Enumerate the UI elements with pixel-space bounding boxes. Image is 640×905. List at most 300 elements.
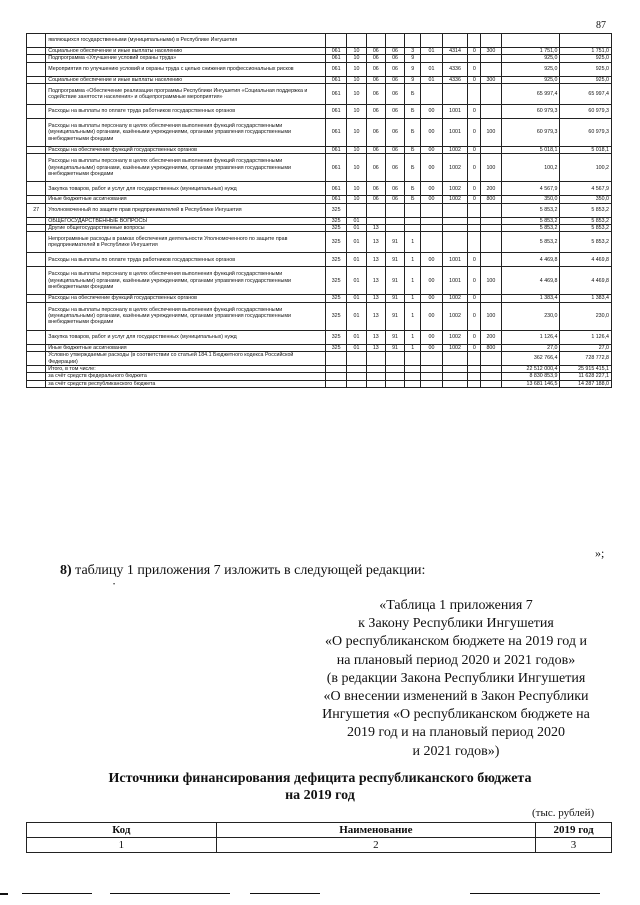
section-title (40, 770, 600, 804)
expense-type-code (481, 225, 501, 232)
subsection-code (366, 217, 385, 224)
program-code: 06 (385, 55, 404, 62)
program-code: 06 (385, 196, 404, 203)
section-code (347, 352, 366, 366)
footer-rule (250, 893, 320, 894)
budget-row (27, 147, 612, 154)
numbering-cell: 2 (216, 838, 535, 853)
budget-row (27, 62, 612, 76)
direction-code: 1002 (442, 302, 468, 330)
subprogram-code: 1 (405, 267, 421, 295)
footer-rule (470, 893, 600, 894)
event-code: 00 (421, 267, 442, 295)
amount-2020: 230,0 (501, 302, 560, 330)
section-code: 10 (347, 182, 366, 196)
page-edge-mark (0, 893, 8, 895)
expense-type-code: 100 (481, 119, 501, 147)
row-number (27, 232, 46, 253)
section-code: 01 (347, 295, 366, 302)
amount-2020: 4 567,9 (501, 182, 560, 196)
subsection-code (366, 380, 385, 387)
direction-code (442, 352, 468, 366)
program-code (385, 34, 404, 48)
reference-line: «О внесении изменений в Закон Республики (323, 689, 589, 705)
expense-name: Итого, в том числе: (46, 366, 326, 373)
program-code: 91 (385, 330, 404, 344)
budget-row (27, 182, 612, 196)
ministry-code: 061 (325, 84, 346, 105)
header-year: 2019 год (536, 823, 612, 838)
expense-type-code: 200 (481, 330, 501, 344)
direction-sub-code: 0 (468, 267, 481, 295)
budget-row (27, 48, 612, 55)
direction-sub-code: 0 (468, 253, 481, 267)
expense-name: Социальное обеспечение и иные выплаты населению (46, 48, 326, 55)
subsection-code: 13 (366, 344, 385, 351)
row-number (27, 147, 46, 154)
subsection-code: 06 (366, 84, 385, 105)
direction-sub-code (468, 225, 481, 232)
subprogram-code: 9 (405, 55, 421, 62)
direction-code (442, 84, 468, 105)
direction-code (442, 232, 468, 253)
ministry-code: 061 (325, 119, 346, 147)
subsection-code: 06 (366, 147, 385, 154)
program-code: 06 (385, 76, 404, 83)
budget-row (27, 267, 612, 295)
section-code (347, 203, 366, 217)
budget-row (27, 105, 612, 119)
direction-code: 1002 (442, 196, 468, 203)
expense-type-code (481, 217, 501, 224)
direction-code (442, 217, 468, 224)
expense-name: Расходы на выплаты персоналу в целях обеспечения выполнения функций государственными (муниципальными) органами, казёнными учреждениями, органами управления государственными внебюджетными фондами (46, 119, 326, 147)
direction-code (442, 34, 468, 48)
subsection-code: 13 (366, 225, 385, 232)
budget-row (27, 330, 612, 344)
row-number (27, 302, 46, 330)
amount-2021: 27,0 (560, 344, 612, 351)
reference-line: к Закону Республики Ингушетия (358, 616, 554, 632)
section-code: 01 (347, 330, 366, 344)
event-code: 00 (421, 196, 442, 203)
direction-sub-code (468, 84, 481, 105)
amount-2021: 11 628 227,1 (560, 373, 612, 380)
row-number (27, 352, 46, 366)
amount-2021: 1 751,0 (560, 48, 612, 55)
reference-line: 2019 год и на плановый период 2020 (347, 725, 565, 741)
amount-2021: 60 979,3 (560, 105, 612, 119)
expense-name: Расходы на выплаты персоналу в целях обеспечения выполнения функций государственными (муниципальными) органами, казёнными учреждениями, органами управления государственными внебюджетными фондами (46, 154, 326, 182)
amount-2021: 5 853,2 (560, 225, 612, 232)
program-code (385, 366, 404, 373)
row-number (27, 182, 46, 196)
event-code: 00 (421, 154, 442, 182)
budget-row (27, 366, 612, 373)
expense-type-code: 100 (481, 154, 501, 182)
ministry-code: 061 (325, 105, 346, 119)
subsection-code: 06 (366, 154, 385, 182)
section-code: 01 (347, 302, 366, 330)
subprogram-code: 1 (405, 253, 421, 267)
event-code (421, 34, 442, 48)
direction-sub-code: 0 (468, 147, 481, 154)
subsection-code: 06 (366, 105, 385, 119)
header-name: Наименование (216, 823, 535, 838)
numbering-cell: 3 (536, 838, 612, 853)
ministry-code: 325 (325, 232, 346, 253)
amount-2020: 925,0 (501, 55, 560, 62)
expense-type-code: 100 (481, 267, 501, 295)
expense-type-code: 800 (481, 344, 501, 351)
ministry-code: 061 (325, 76, 346, 83)
amount-2020: 1 126,4 (501, 330, 560, 344)
subprogram-code: Б (405, 84, 421, 105)
direction-code: 1002 (442, 344, 468, 351)
expense-name: Уполномоченный по защите прав предпринимателей в Республике Ингушетия (46, 203, 326, 217)
amount-2021: 1 126,4 (560, 330, 612, 344)
subsection-code: 06 (366, 119, 385, 147)
expense-name: Подпрограмма «Улучшение условий охраны труда» (46, 55, 326, 62)
direction-code (442, 55, 468, 62)
expense-name: Непрограммные расходы в рамках обеспечения деятельности Уполномоченного по защите прав предпринимателей в Республике Ингушетия (46, 232, 326, 253)
section-code: 10 (347, 105, 366, 119)
reference-line: (в редакции Закона Республики Ингушетия (326, 670, 586, 686)
amount-2021: 925,0 (560, 76, 612, 83)
row-number (27, 84, 46, 105)
amount-2020: 100,2 (501, 154, 560, 182)
row-number (27, 295, 46, 302)
amount-2021 (560, 34, 612, 48)
direction-code: 4314 (442, 48, 468, 55)
ministry-code: 061 (325, 182, 346, 196)
event-code: 00 (421, 330, 442, 344)
direction-code: 1002 (442, 330, 468, 344)
expense-name: Иные бюджетные ассигнования (46, 344, 326, 351)
budget-row (27, 154, 612, 182)
amount-2020: 925,0 (501, 62, 560, 76)
subsection-code: 13 (366, 302, 385, 330)
subprogram-code: Б (405, 119, 421, 147)
section-code: 01 (347, 225, 366, 232)
reference-line: и 2021 годов») (412, 743, 500, 759)
section-code: 10 (347, 154, 366, 182)
ministry-code: 325 (325, 330, 346, 344)
budget-row (27, 302, 612, 330)
subsection-code: 13 (366, 232, 385, 253)
subprogram-code: Б (405, 147, 421, 154)
direction-sub-code: 0 (468, 344, 481, 351)
program-code: 91 (385, 267, 404, 295)
row-number (27, 154, 46, 182)
event-code: 01 (421, 62, 442, 76)
subprogram-code: 3 (405, 48, 421, 55)
amount-2021: 350,0 (560, 196, 612, 203)
direction-sub-code (468, 352, 481, 366)
expense-name: Мероприятия по улучшению условий и охраны труда с целью снижения профессиональных рисков (46, 62, 326, 76)
event-code (421, 232, 442, 253)
amount-2021: 60 979,3 (560, 119, 612, 147)
section-code: 10 (347, 84, 366, 105)
expense-type-code (481, 366, 501, 373)
amount-2021: 1 383,4 (560, 295, 612, 302)
expense-name: за счёт средств федерального бюджета (46, 373, 326, 380)
budget-row (27, 232, 612, 253)
direction-sub-code (468, 203, 481, 217)
expense-type-code (481, 380, 501, 387)
subprogram-code (405, 352, 421, 366)
event-code: 00 (421, 253, 442, 267)
expense-name: Другие общегосударственные вопросы (46, 225, 326, 232)
row-number (27, 366, 46, 373)
budget-row (27, 34, 612, 48)
subprogram-code: Б (405, 154, 421, 182)
subprogram-code (405, 225, 421, 232)
direction-sub-code: 0 (468, 119, 481, 147)
direction-code: 1001 (442, 253, 468, 267)
subprogram-code: 1 (405, 344, 421, 351)
event-code (421, 380, 442, 387)
expense-type-code (481, 232, 501, 253)
direction-sub-code: 0 (468, 62, 481, 76)
amount-2020: 4 469,8 (501, 253, 560, 267)
page-number: 87 (596, 20, 606, 31)
budget-row (27, 253, 612, 267)
event-code: 01 (421, 48, 442, 55)
expense-name: Социальное обеспечение и иные выплаты населению (46, 76, 326, 83)
direction-sub-code: 0 (468, 330, 481, 344)
ministry-code: 325 (325, 267, 346, 295)
budget-row (27, 295, 612, 302)
row-number (27, 330, 46, 344)
subprogram-code: 9 (405, 62, 421, 76)
section-code (347, 366, 366, 373)
direction-sub-code: 0 (468, 76, 481, 83)
expense-name: Условно утверждаемые расходы (в соответствии со статьей 184.1 Бюджетного кодекса Российской Федерации) (46, 352, 326, 366)
row-number (27, 119, 46, 147)
budget-row (27, 55, 612, 62)
amount-2020: 4 469,8 (501, 267, 560, 295)
budget-row (27, 203, 612, 217)
expense-name: ОБЩЕГОСУДАРСТВЕННЫЕ ВОПРОСЫ (46, 217, 326, 224)
subsection-code: 13 (366, 253, 385, 267)
reference-line: «О республиканском бюджете на 2019 год и (325, 634, 587, 650)
direction-sub-code: 0 (468, 196, 481, 203)
amount-2020: 8 830 853,9 (501, 373, 560, 380)
subprogram-code: Б (405, 182, 421, 196)
ministry-code: 061 (325, 48, 346, 55)
ministry-code: 325 (325, 302, 346, 330)
section-code: 01 (347, 267, 366, 295)
expense-type-code (481, 55, 501, 62)
direction-sub-code (468, 217, 481, 224)
event-code (421, 84, 442, 105)
ministry-code: 325 (325, 344, 346, 351)
section-code (347, 373, 366, 380)
expense-type-code (481, 253, 501, 267)
direction-sub-code (468, 34, 481, 48)
expense-type-code (481, 84, 501, 105)
closing-quote: »; (595, 546, 605, 560)
subsection-code: 13 (366, 295, 385, 302)
subsection-code: 06 (366, 182, 385, 196)
program-code: 06 (385, 119, 404, 147)
direction-code: 1001 (442, 105, 468, 119)
budget-row (27, 373, 612, 380)
expense-name: Расходы на обеспечение функций государственных органов (46, 147, 326, 154)
amount-2020: 13 681 146,5 (501, 380, 560, 387)
amount-2020: 22 512 000,4 (501, 366, 560, 373)
event-code: 00 (421, 295, 442, 302)
subprogram-code: Б (405, 196, 421, 203)
direction-sub-code: 0 (468, 182, 481, 196)
direction-sub-code: 0 (468, 154, 481, 182)
section-code: 01 (347, 253, 366, 267)
amount-2021: 925,0 (560, 55, 612, 62)
expense-type-code (481, 105, 501, 119)
section-title-line-1: Источники финансирования дефицита республиканского бюджета (108, 771, 532, 786)
amount-2020: 5 853,2 (501, 232, 560, 253)
ministry-code: 061 (325, 154, 346, 182)
sources-table (26, 822, 612, 853)
budget-row (27, 380, 612, 387)
subsection-code (366, 373, 385, 380)
direction-sub-code: 0 (468, 105, 481, 119)
subprogram-code (405, 217, 421, 224)
subsection-code: 06 (366, 76, 385, 83)
program-code: 91 (385, 253, 404, 267)
direction-code: 1002 (442, 182, 468, 196)
amount-2020: 60 979,3 (501, 119, 560, 147)
direction-sub-code (468, 366, 481, 373)
subprogram-code: 1 (405, 330, 421, 344)
ministry-code: 325 (325, 225, 346, 232)
sources-table-numbering-row (27, 838, 612, 853)
amount-2020: 350,0 (501, 196, 560, 203)
event-code (421, 55, 442, 62)
amount-2020: 65 997,4 (501, 84, 560, 105)
program-code: 06 (385, 84, 404, 105)
row-number (27, 55, 46, 62)
row-number (27, 105, 46, 119)
subsection-code: 06 (366, 196, 385, 203)
amount-2021: 14 287 188,0 (560, 380, 612, 387)
amount-2020: 5 853,2 (501, 203, 560, 217)
ministry-code: 061 (325, 196, 346, 203)
amount-2021: 5 853,2 (560, 217, 612, 224)
row-number (27, 225, 46, 232)
expense-name: являющихся государственными (муниципальными) в Республике Ингушетия (46, 34, 326, 48)
subprogram-code: 1 (405, 232, 421, 253)
amount-2020: 5 853,2 (501, 217, 560, 224)
section-code: 10 (347, 76, 366, 83)
direction-sub-code (468, 55, 481, 62)
program-code (385, 380, 404, 387)
direction-sub-code: 0 (468, 302, 481, 330)
table-reference-block (300, 597, 612, 761)
budget-row (27, 352, 612, 366)
budget-row (27, 344, 612, 351)
section-code (347, 380, 366, 387)
subsection-code: 06 (366, 48, 385, 55)
amount-2020: 925,0 (501, 76, 560, 83)
event-code (421, 373, 442, 380)
program-code: 91 (385, 295, 404, 302)
program-code: 06 (385, 48, 404, 55)
subprogram-code (405, 380, 421, 387)
expense-type-code (481, 373, 501, 380)
direction-code: 1001 (442, 119, 468, 147)
event-code (421, 366, 442, 373)
program-code: 91 (385, 302, 404, 330)
program-code: 06 (385, 147, 404, 154)
program-code (385, 203, 404, 217)
direction-code: 4336 (442, 62, 468, 76)
direction-code: 4336 (442, 76, 468, 83)
sources-table-header-row (27, 823, 612, 838)
section-title-line-2: на 2019 год (285, 788, 355, 803)
program-code: 06 (385, 105, 404, 119)
budget-row (27, 225, 612, 232)
direction-code: 1001 (442, 267, 468, 295)
direction-code (442, 203, 468, 217)
amount-2021: 4 567,9 (560, 182, 612, 196)
ministry-code: 325 (325, 253, 346, 267)
budget-table-body (27, 34, 612, 388)
amount-2020 (501, 34, 560, 48)
ministry-code: 061 (325, 55, 346, 62)
budget-table (26, 33, 612, 388)
header-code: Код (27, 823, 217, 838)
amount-2020: 1 383,4 (501, 295, 560, 302)
ministry-code (325, 380, 346, 387)
amount-2020: 27,0 (501, 344, 560, 351)
direction-code (442, 373, 468, 380)
event-code (421, 352, 442, 366)
reference-line: «Таблица 1 приложения 7 (379, 598, 533, 613)
direction-code (442, 225, 468, 232)
section-code: 01 (347, 232, 366, 253)
amount-2021: 5 853,2 (560, 203, 612, 217)
subprogram-code: 9 (405, 76, 421, 83)
event-code: 00 (421, 119, 442, 147)
expense-type-code: 300 (481, 48, 501, 55)
amount-2021: 728 772,8 (560, 352, 612, 366)
program-code: 91 (385, 344, 404, 351)
ministry-code: 061 (325, 62, 346, 76)
ministry-code (325, 373, 346, 380)
event-code: 01 (421, 76, 442, 83)
expense-type-code (481, 352, 501, 366)
section-code: 10 (347, 196, 366, 203)
row-number (27, 373, 46, 380)
direction-code: 1002 (442, 147, 468, 154)
amount-2021: 925,0 (560, 62, 612, 76)
program-code (385, 225, 404, 232)
expense-name: Подпрограмма «Обеспечение реализации программы Республики Ингушетия «Социальная поддержка и содействие занятости населения» и общепрограммные мероприятия» (46, 84, 326, 105)
expense-type-code (481, 34, 501, 48)
footer-rule (110, 893, 230, 894)
program-code: 06 (385, 182, 404, 196)
subprogram-code (405, 373, 421, 380)
direction-sub-code (468, 232, 481, 253)
row-number: 27 (27, 203, 46, 217)
instruction-paragraph (60, 563, 425, 579)
reference-line: на плановый период 2020 и 2021 годов» (336, 652, 576, 668)
instruction-text: таблицу 1 приложения 7 изложить в следующей редакции: (71, 563, 426, 578)
expense-name: Закупка товаров, работ и услуг для государственных (муниципальных) нужд (46, 330, 326, 344)
program-code (385, 217, 404, 224)
